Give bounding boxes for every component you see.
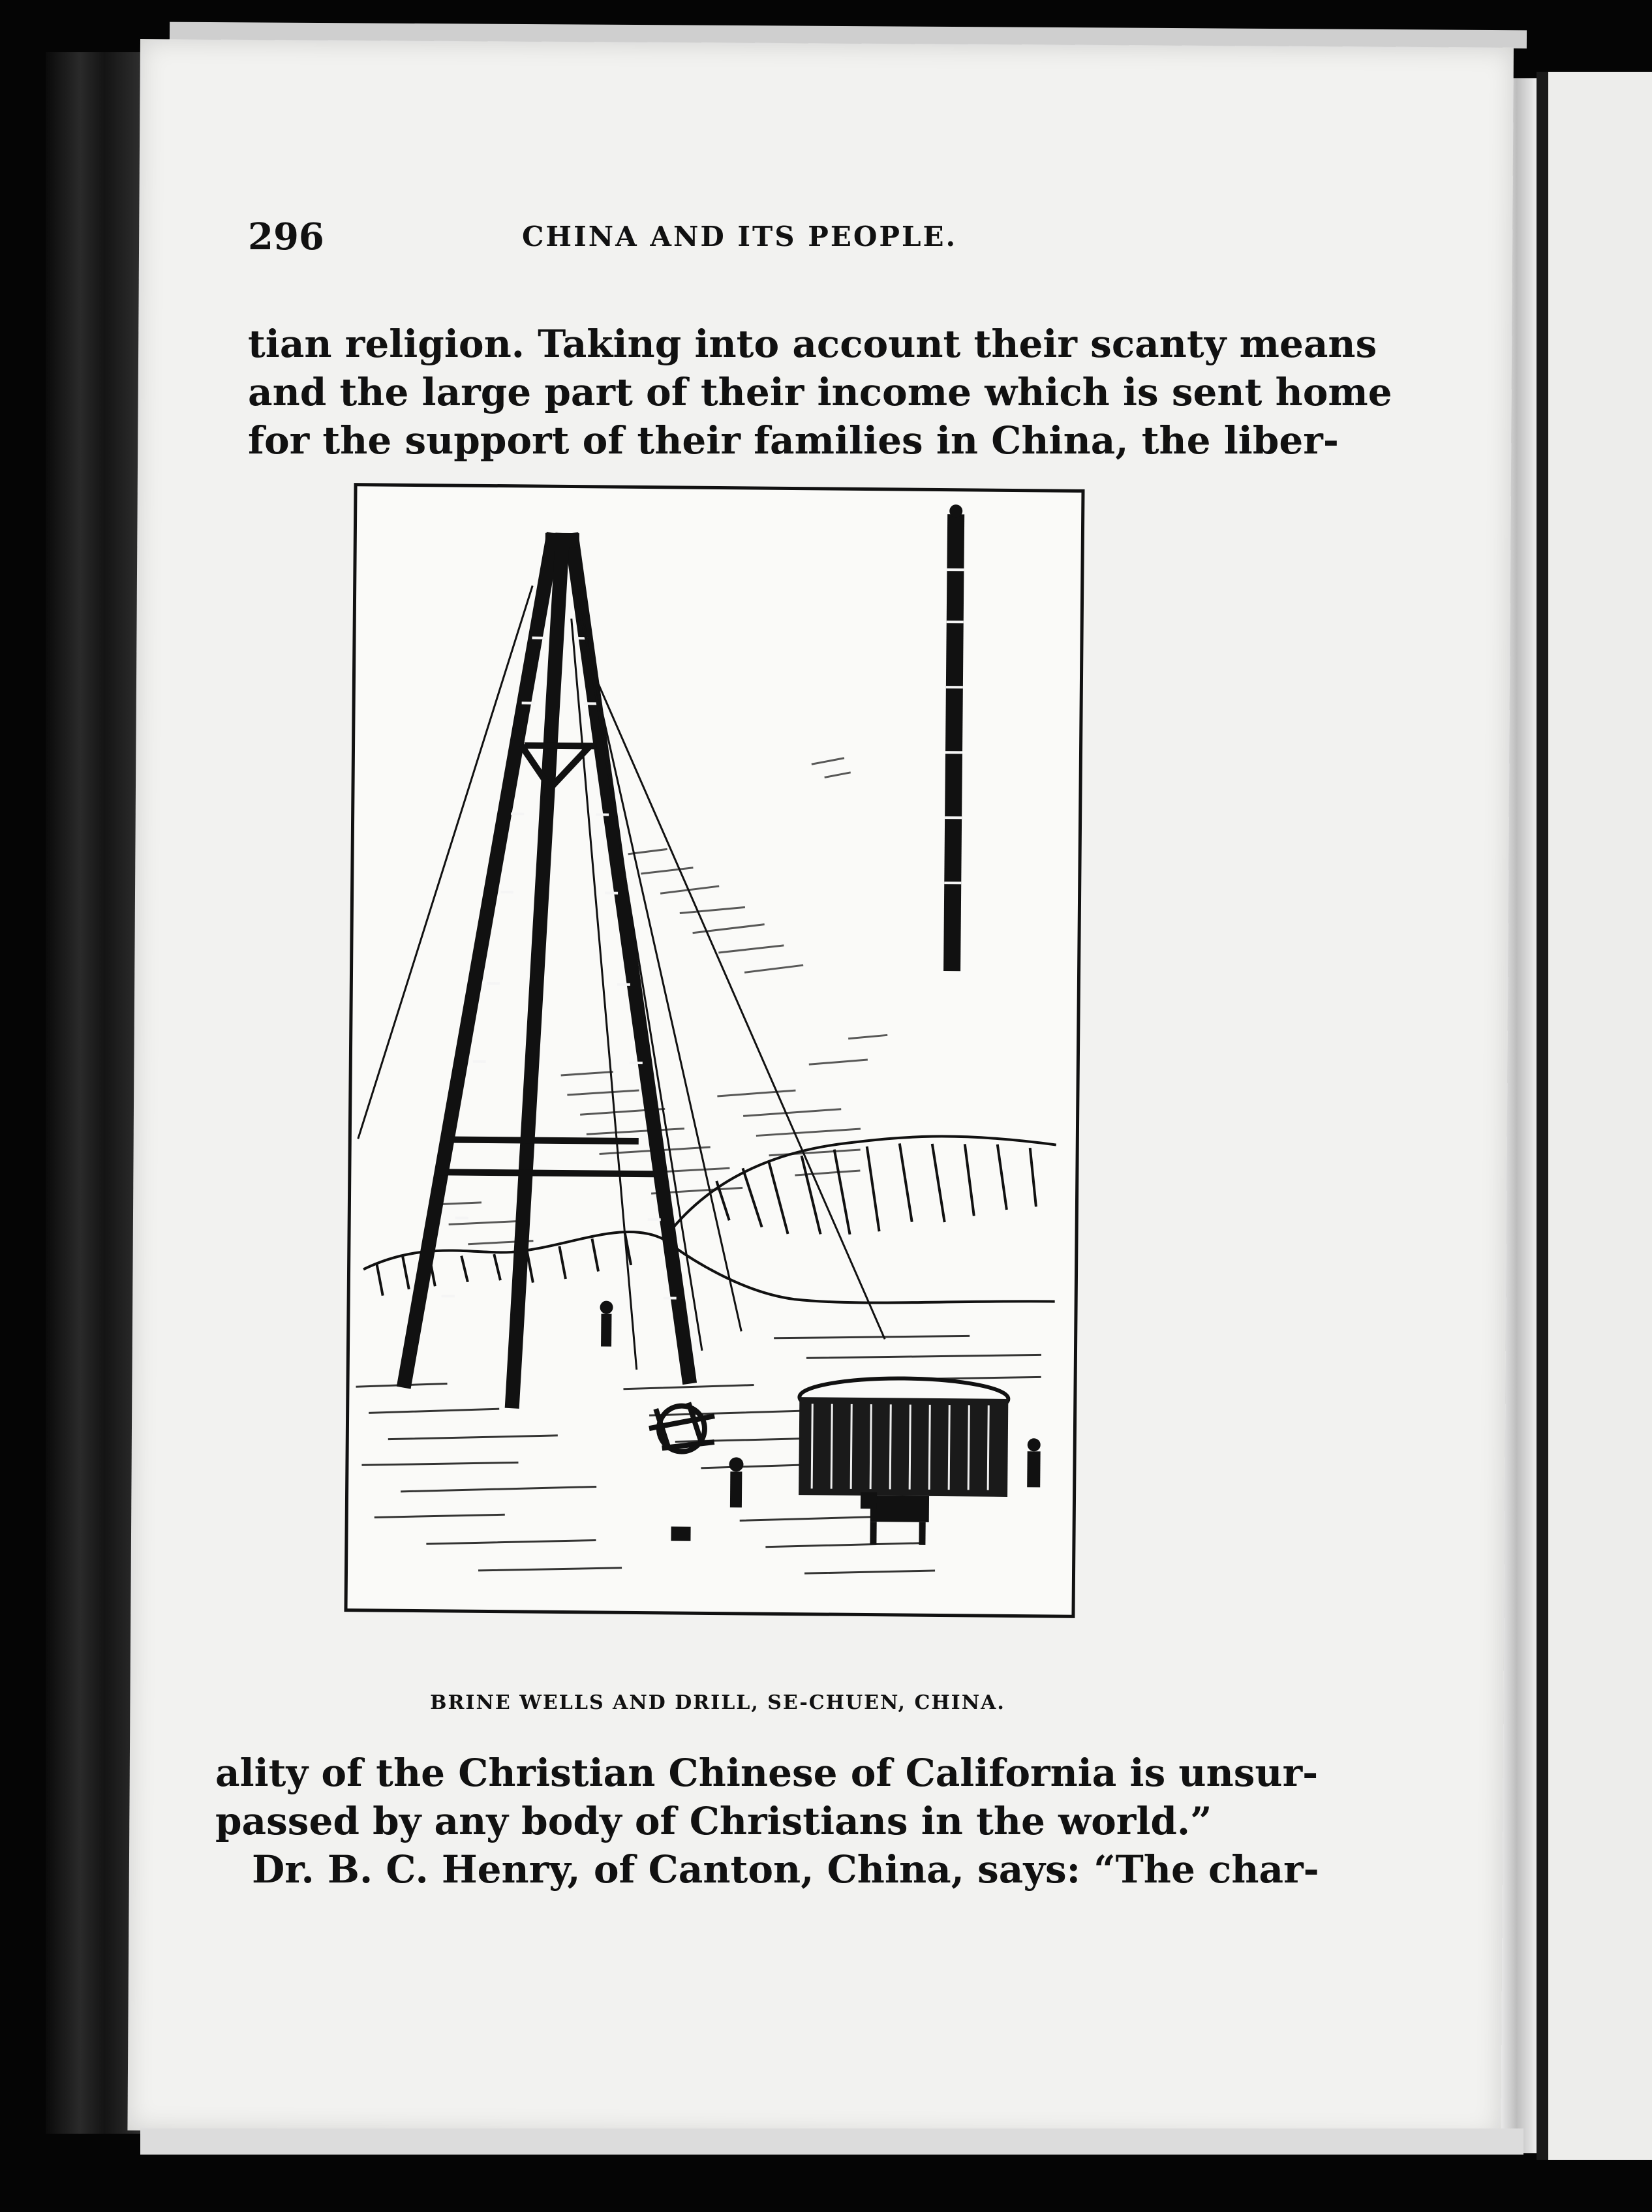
page-bottom-edge [140, 2128, 1523, 2155]
figure-caption: BRINE WELLS AND DRILL, SE-CHUEN, CHINA. [430, 1691, 1005, 1714]
paragraph-top [248, 320, 1392, 465]
text-line: for the support of their families in China, the liber- [248, 418, 1339, 463]
illustration-brine-wells [344, 483, 1084, 1618]
drill-pipe [943, 504, 964, 971]
storage-vat [799, 1377, 1009, 1497]
guy-wires [356, 584, 891, 1372]
derrick-tower [405, 539, 696, 1403]
text-line: passed by any body of Christians in the world.” [215, 1799, 1212, 1843]
text-line: and the large part of their income which is sent home [248, 370, 1392, 414]
page-number: 296 [248, 215, 324, 258]
windlass [649, 1402, 715, 1452]
text-line: Dr. B. C. Henry, of Canton, China, says: “The char- [252, 1847, 1319, 1892]
page-header [248, 215, 1357, 268]
engraving-svg [348, 486, 1082, 1615]
bucket [671, 1526, 690, 1541]
text-line: ality of the Christian Chinese of California is unsur- [215, 1751, 1319, 1795]
ox [860, 1492, 929, 1545]
running-title: CHINA AND ITS PEOPLE. [522, 221, 958, 253]
facing-page-edge [1537, 72, 1652, 2160]
paragraph-bottom [215, 1749, 1331, 1894]
text-line: tian religion. Taking into account their scanty means [248, 322, 1377, 366]
